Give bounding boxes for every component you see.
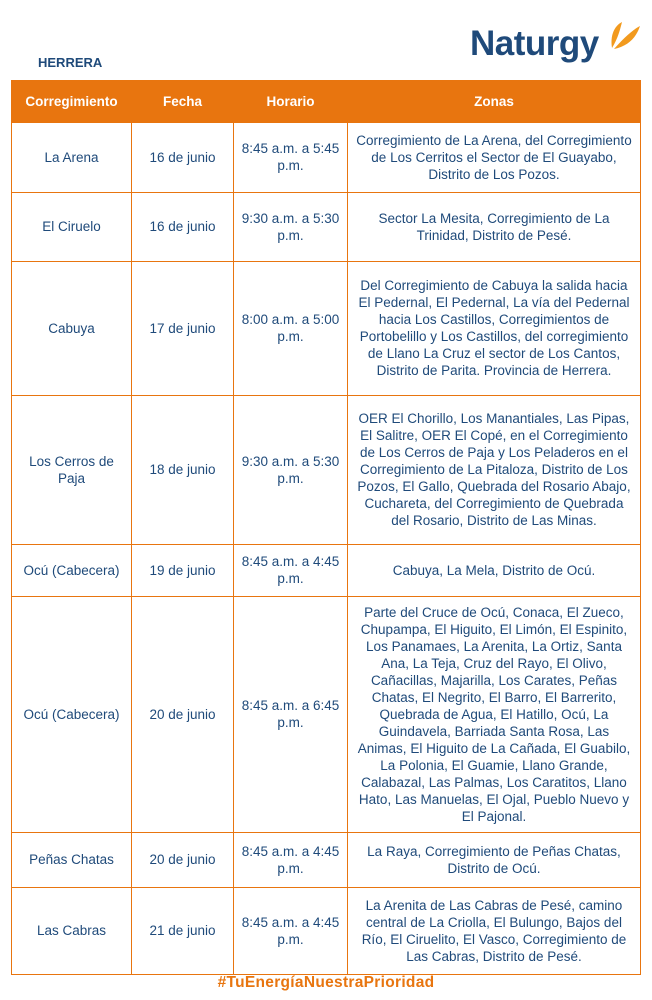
- table-header-row: [12, 81, 641, 123]
- cell-horario: 8:45 a.m. a 6:45 p.m.: [234, 596, 348, 832]
- cell-corregimiento: Ocú (Cabecera): [12, 544, 132, 596]
- cell-zonas: La Raya, Corregimiento de Peñas Chatas, Distrito de Ocú.: [348, 832, 641, 887]
- cell-corregimiento: Peñas Chatas: [12, 832, 132, 887]
- cell-fecha: 21 de junio: [132, 887, 234, 974]
- cell-horario: 8:45 a.m. a 4:45 p.m.: [234, 887, 348, 974]
- cell-zonas: Del Corregimiento de Cabuya la salida hacia El Pedernal, El Pedernal, La vía del Pedernal hacia Los Castillos, Corregimientos de Portobelillo y Los Castillos, del corregimiento de Llano La Cruz el sector de Los Cantos, Distrito de Parita. Provincia de Herrera.: [348, 261, 641, 395]
- cell-corregimiento: Ocú (Cabecera): [12, 596, 132, 832]
- table-row: [12, 596, 641, 832]
- region-title: HERRERA: [38, 55, 103, 70]
- cell-horario: 8:45 a.m. a 4:45 p.m.: [234, 832, 348, 887]
- logo-text: Naturgy: [470, 24, 599, 63]
- header-horario: Horario: [234, 81, 348, 123]
- cell-corregimiento: Cabuya: [12, 261, 132, 395]
- cell-fecha: 17 de junio: [132, 261, 234, 395]
- cell-corregimiento: Los Cerros de Paja: [12, 395, 132, 544]
- header-zonas: Zonas: [348, 81, 641, 123]
- cell-fecha: 19 de junio: [132, 544, 234, 596]
- table-row: [12, 395, 641, 544]
- cell-horario: 8:45 a.m. a 4:45 p.m.: [234, 544, 348, 596]
- header-corregimiento: Corregimiento: [12, 81, 132, 123]
- cell-zonas: Cabuya, La Mela, Distrito de Ocú.: [348, 544, 641, 596]
- cell-zonas: OER El Chorillo, Los Manantiales, Las Pipas, El Salitre, OER El Copé, en el Corregimiento de Los Cerros de Paja y Los Peladeros en el Corregimiento de La Pitaloza, Distrito de Los Pozos, El Gallo, Quebrada del Rosario Abajo, Cuchareta, del Corregimiento de Quebrada del Rosario, Distrito de Las Minas.: [348, 395, 641, 544]
- cell-horario: 8:00 a.m. a 5:00 p.m.: [234, 261, 348, 395]
- cell-zonas: Sector La Mesita, Corregimiento de La Trinidad, Distrito de Pesé.: [348, 192, 641, 261]
- table-row: [12, 544, 641, 596]
- table-row: [12, 192, 641, 261]
- cell-fecha: 16 de junio: [132, 122, 234, 192]
- cell-zonas: La Arenita de Las Cabras de Pesé, camino central de La Criolla, El Bulungo, Bajos del Río, El Ciruelito, El Vasco, Corregimiento de Las Cabras, Distrito de Pesé.: [348, 887, 641, 974]
- cell-zonas: Parte del Cruce de Ocú, Conaca, El Zueco, Chupampa, El Higuito, El Limón, El Espinito, Los Panamaes, La Arenita, La Ortiz, Santa Ana, La Teja, Cruz del Rayo, El Olivo, Cañacillas, Majarilla, Los Carates, Peñas Chatas, El Negrito, El Barro, El Barrerito, Quebrada de Agua, El Hatillo, Ocú, La Guindavela, Barriada Santa Rosa, Las Animas, El Higuito de La Cañada, El Guabilo, La Polonia, El Guamie, Llano Grande, Calabazal, Las Palmas, Los Caratitos, Llano Hato, Las Manuelas, El Ojal, Pueblo Nuevo y El Pajonal.: [348, 596, 641, 832]
- naturgy-logo: [470, 18, 642, 70]
- cell-horario: 9:30 a.m. a 5:30 p.m.: [234, 192, 348, 261]
- table-row: [12, 832, 641, 887]
- schedule-table: [11, 80, 641, 975]
- cell-fecha: 20 de junio: [132, 832, 234, 887]
- cell-corregimiento: Las Cabras: [12, 887, 132, 974]
- table-row: [12, 261, 641, 395]
- hashtag-footer: #TuEnergíaNuestraPrioridad: [217, 974, 435, 991]
- table-row: [12, 122, 641, 192]
- butterfly-icon: [606, 18, 642, 54]
- cell-fecha: 18 de junio: [132, 395, 234, 544]
- cell-zonas: Corregimiento de La Arena, del Corregimiento de Los Cerritos el Sector de El Guayabo, Distrito de Los Pozos.: [348, 122, 641, 192]
- cell-corregimiento: La Arena: [12, 122, 132, 192]
- cell-horario: 9:30 a.m. a 5:30 p.m.: [234, 395, 348, 544]
- header-fecha: Fecha: [132, 81, 234, 123]
- cell-fecha: 20 de junio: [132, 596, 234, 832]
- cell-horario: 8:45 a.m. a 5:45 p.m.: [234, 122, 348, 192]
- cell-corregimiento: El Ciruelo: [12, 192, 132, 261]
- cell-fecha: 16 de junio: [132, 192, 234, 261]
- table-row: [12, 887, 641, 974]
